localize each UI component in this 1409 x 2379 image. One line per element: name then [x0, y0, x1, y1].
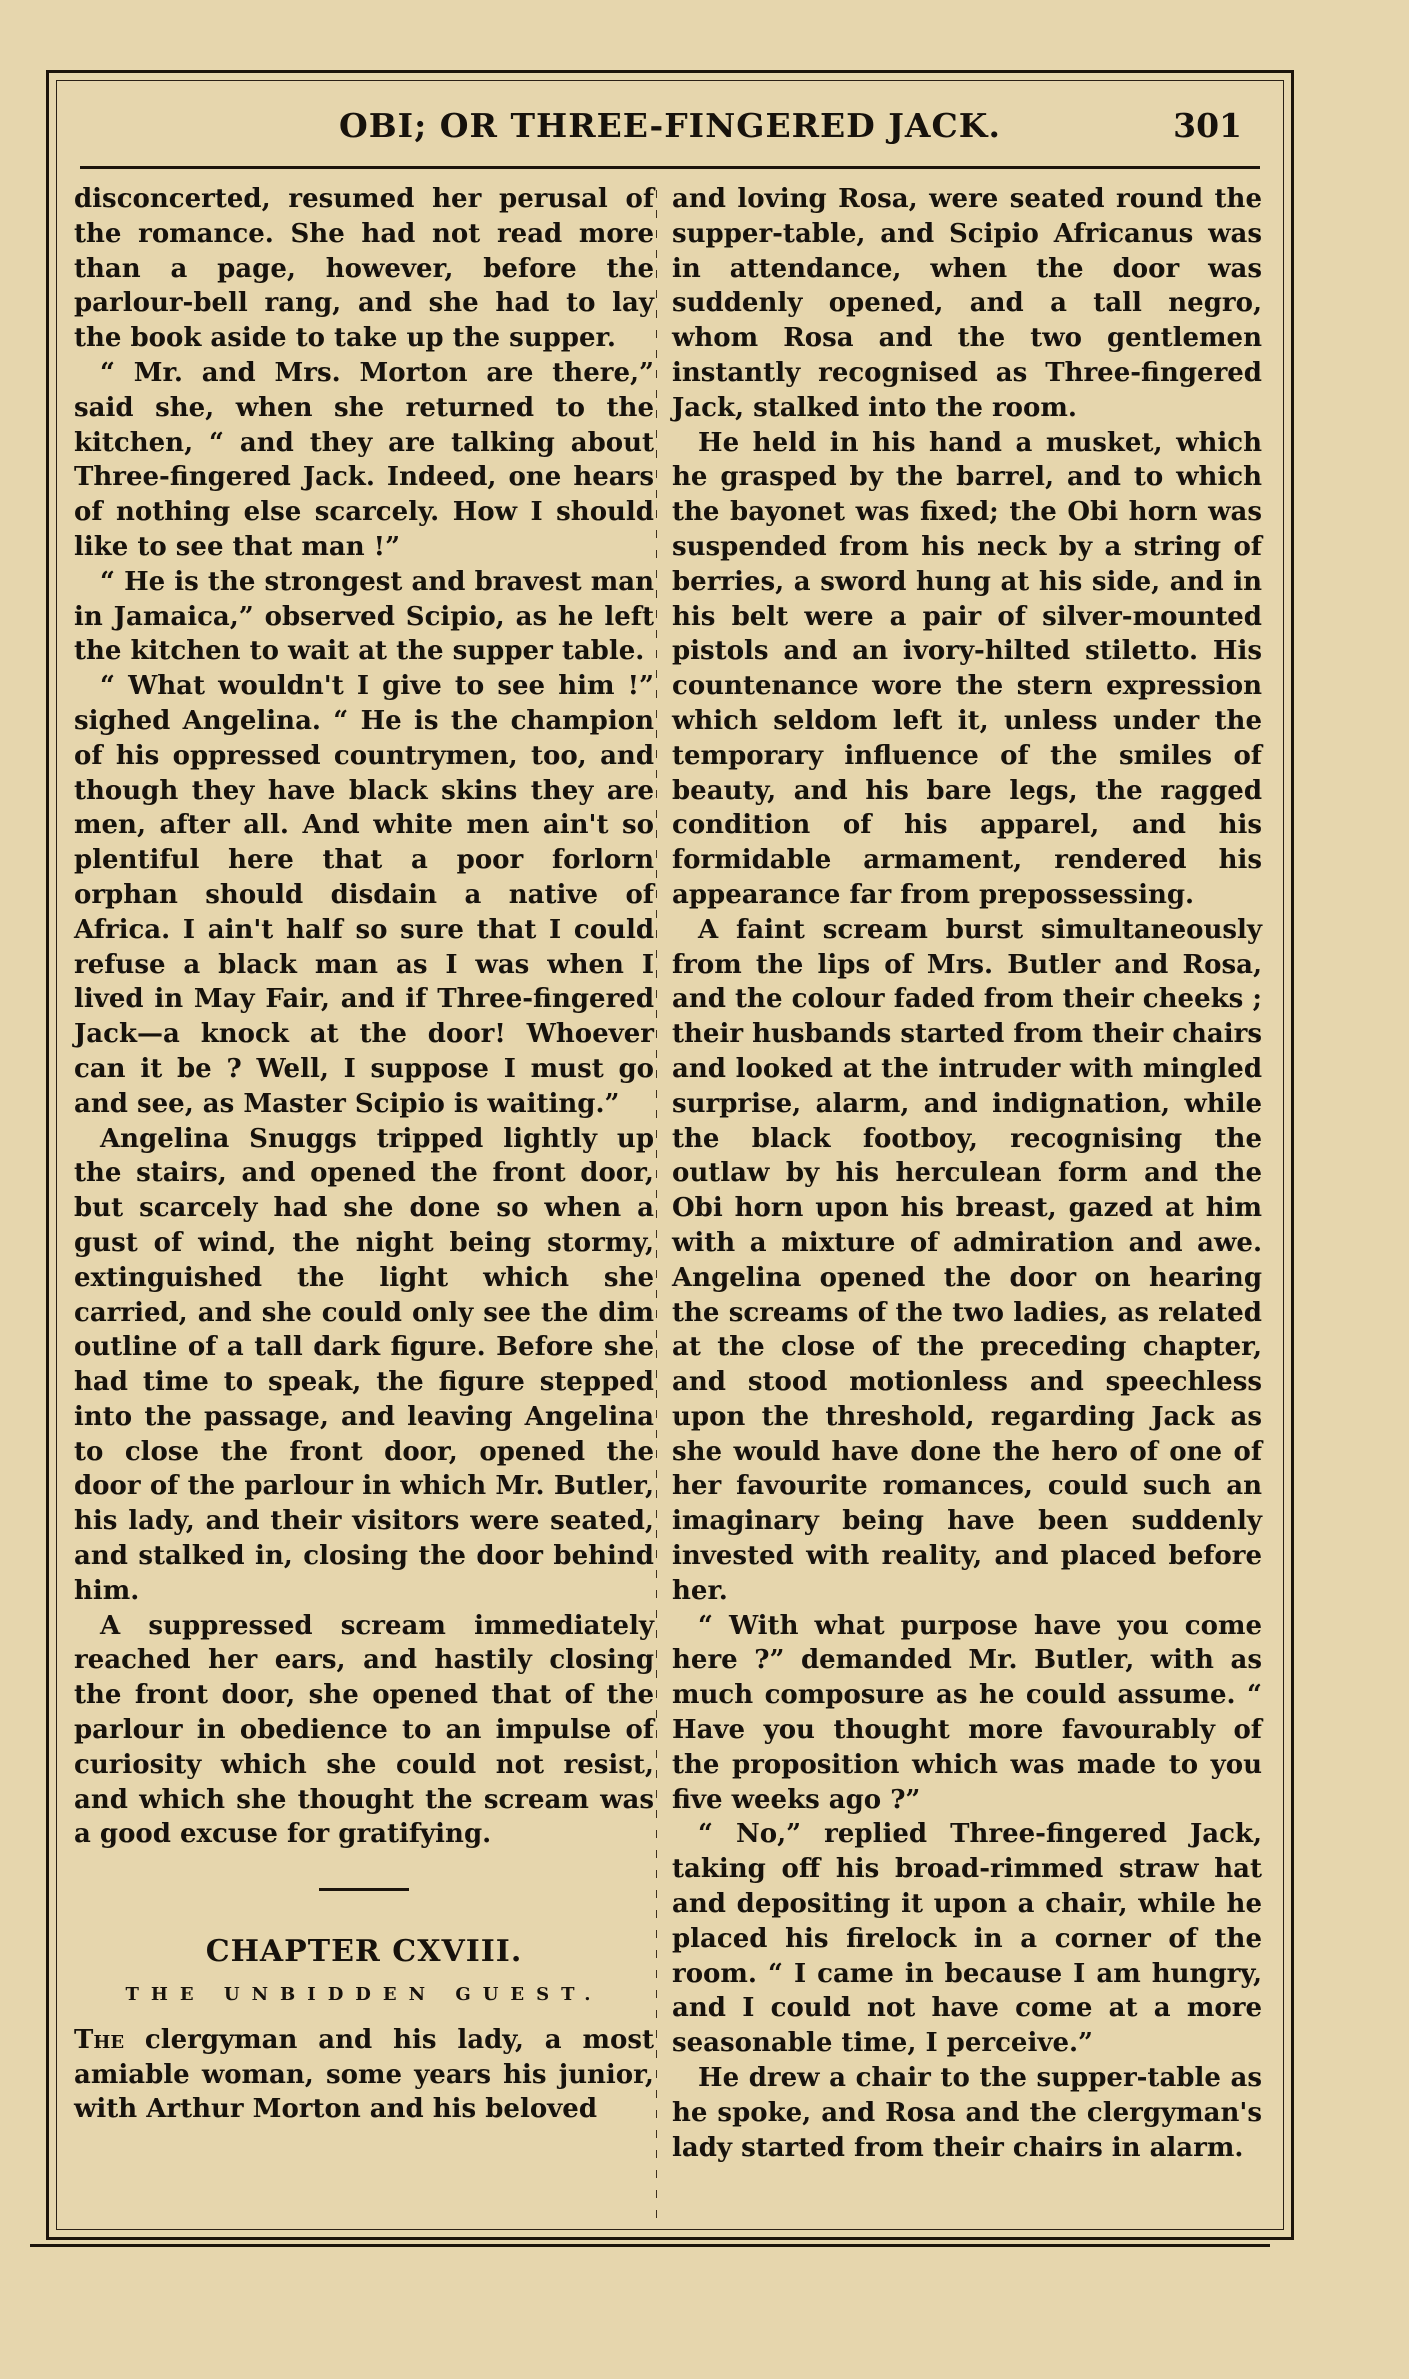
- chapter-heading: CHAPTER CXVIII.: [205, 1934, 523, 1970]
- paragraph: Angelina Snuggs tripped lightly up the stairs, and opened the front door, but scarcely had she done so when a gust of wind, the night being stormy, extinguished the light which she carried, and she could only see the dim outline of a tall dark figure. Before she had time to speak, the figure stepped into the passage, and leaving Angelina to close the front door, opened the door of the parlour in which Mr. Butler, his lady, and their visitors were seated, and stalked in, closing the door behind him.: [74, 1123, 654, 1606]
- paragraph: “ No,” replied Three-fingered Jack, taking off his broad-rimmed straw hat and depositing it upon a chair, while he placed his firelock in a corner of the room. “ I came in because I am hungry, and I could not have come at a more seasonable time, I perceive.”: [672, 1819, 1262, 2059]
- chapter-subtitle: THE UNBIDDEN GUEST.: [125, 1984, 603, 2006]
- column-divider: [656, 190, 657, 2220]
- paragraph: A suppressed scream immediately reached her ears, and hastily closing the front door, she opened that of the parlour in obedience to an impulse of curiosity which she could not resist, and which she thought the scream was a good excuse for gratifying.: [74, 1610, 654, 1850]
- chapter-opening-paragraph: [74, 2023, 654, 2127]
- bottom-rule: [30, 2244, 1270, 2247]
- chapter-opening-word: The: [74, 2024, 125, 2055]
- paragraph: “ With what purpose have you come here ?” demanded Mr. Butler, with as much composure as he could assume. “ Have you thought more favourably of the proposition which was made to you five weeks ago ?”: [672, 1610, 1262, 1815]
- chapter-opening-text: clergyman and his lady, a most amiable woman, some years his junior, with Arthur Morton and his beloved: [74, 2024, 654, 2125]
- running-title: OBI; OR THREE-FINGERED JACK.: [339, 106, 1001, 145]
- page-header: [70, 106, 1270, 162]
- paragraph: He drew a chair to the supper-table as he spoke, and Rosa and the clergyman's lady started from their chairs in alarm.: [672, 2063, 1262, 2163]
- left-column: [74, 182, 654, 2127]
- paragraph: and loving Rosa, were seated round the supper-table, and Scipio Africanus was in attendance, when the door was suddenly opened, and a tall negro, whom Rosa and the two gentlemen instantly recognised as Three-fingered Jack, stalked into the room.: [672, 184, 1262, 423]
- paragraph: “ What wouldn't I give to see him !” sighed Angelina. “ He is the champion of his oppressed countrymen, too, and though they have black skins they are men, after all. And white men ain't so plentiful here that a poor forlorn orphan should disdain a native of Africa. I ain't half so sure that I could refuse a black man as I was when I lived in May Fair, and if Three-fingered Jack—a knock at the door! Whoever can it be ? Well, I suppose I must go and see, as Master Scipio is waiting.”: [74, 671, 654, 1119]
- paragraph: “ Mr. and Mrs. Morton are there,” said she, when she returned to the kitchen, “ and they are talking about Three-fingered Jack. Indeed, one hears of nothing else scarcely. How I should like to see that man !”: [74, 357, 654, 562]
- page-number: 301: [1173, 106, 1242, 145]
- paragraph: disconcerted, resumed her perusal of the romance. She had not read more than a page, however, before the parlour-bell rang, and she had to lay the book aside to take up the supper.: [74, 184, 654, 354]
- paragraph: “ He is the strongest and bravest man in Jamaica,” observed Scipio, as he left the kitchen to wait at the supper table.: [74, 566, 654, 667]
- header-rule: [80, 166, 1260, 169]
- section-divider: [319, 1888, 409, 1891]
- paragraph: A faint scream burst simultaneously from the lips of Mrs. Butler and Rosa, and the colour faded from their cheeks ; their husbands started from their chairs and looked at the intruder with mingled surprise, alarm, and indignation, while the black footboy, recognising the outlaw by his herculean form and the Obi horn upon his breast, gazed at him with a mixture of admiration and awe. Angelina opened the door on hearing the screams of the two ladies, as related at the close of the preceding chapter, and stood motionless and speechless upon the threshold, regarding Jack as she would have done the hero of one of her favourite romances, could such an imaginary being have been suddenly invested with reality, and placed before her.: [672, 914, 1262, 1606]
- paragraph: He held in his hand a musket, which he grasped by the barrel, and to which the bayonet was fixed; the Obi horn was suspended from his neck by a string of berries, a sword hung at his side, and in his belt were a pair of silver-mounted pistols and an ivory-hilted stiletto. His countenance wore the stern expression which seldom left it, unless under the temporary influence of the smiles of beauty, and his bare legs, the ragged condition of his apparel, and his formidable armament, rendered his appearance far from prepossessing.: [672, 427, 1262, 910]
- right-column: [672, 182, 1262, 2165]
